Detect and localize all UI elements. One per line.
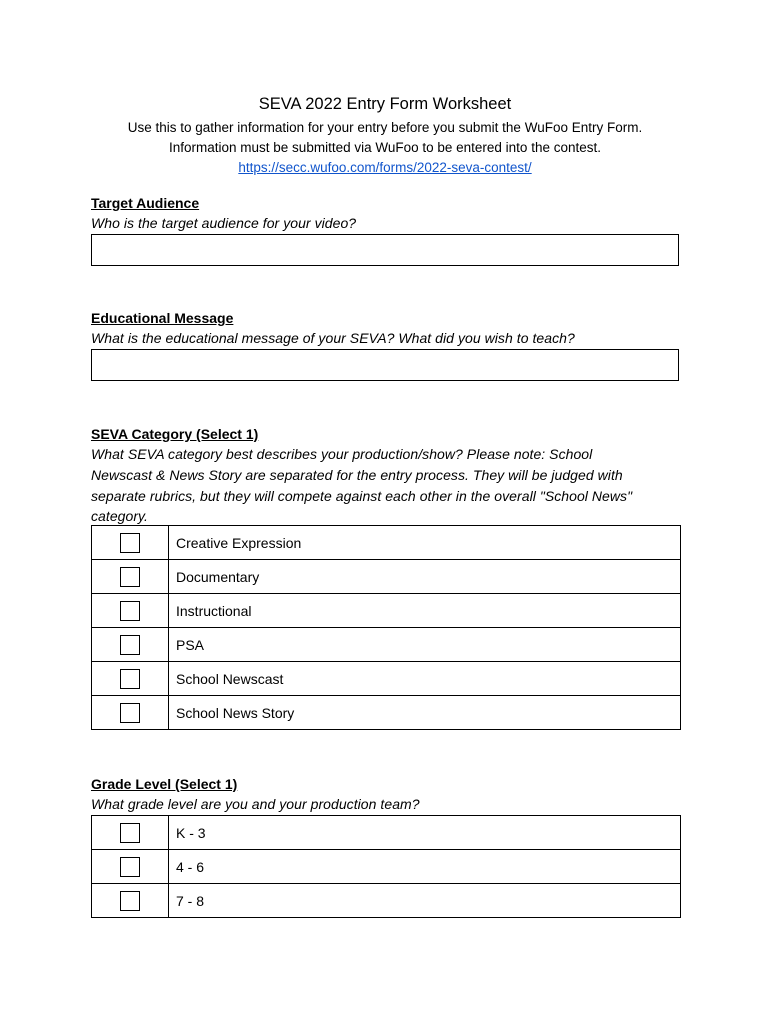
creative-expression-checkbox[interactable] [120,533,140,553]
category-option-label: Documentary [169,560,681,594]
grade-option-row [92,884,681,918]
grade-4-6-checkbox[interactable] [120,857,140,877]
wufoo-form-link[interactable]: https://secc.wufoo.com/forms/2022-seva-contest/ [238,160,532,175]
target-audience-question: Who is the target audience for your video? [91,215,357,231]
school-news-story-checkbox[interactable] [120,703,140,723]
educational-message-section [91,308,681,381]
grade-option-label: K - 3 [169,816,681,850]
grade-level-question: What grade level are you and your production team? [91,796,420,812]
seva-category-question-line-3: separate rubrics, but they will compete against each other in the overall "School News" [91,488,633,504]
category-option-label: Instructional [169,594,681,628]
category-option-label: Creative Expression [169,526,681,560]
category-option-label: School Newscast [169,662,681,696]
grade-level-options-table [91,815,681,918]
grade-k-3-checkbox[interactable] [120,823,140,843]
grade-level-title: Grade Level (Select 1) [91,776,238,792]
educational-message-answer-field[interactable] [91,349,679,381]
intro-line-2: Information must be submitted via WuFoo to be entered into the contest. [169,140,601,155]
educational-message-title: Educational Message [91,310,234,326]
grade-option-label: 7 - 8 [169,884,681,918]
category-option-row [92,526,681,560]
category-option-label: School News Story [169,696,681,730]
grade-option-label: 4 - 6 [169,850,681,884]
document-title: SEVA 2022 Entry Form Worksheet [258,95,512,113]
seva-category-options-table [91,525,681,730]
educational-message-question: What is the educational message of your SEVA? What did you wish to teach? [91,330,575,346]
target-audience-answer-field[interactable] [91,234,679,266]
documentary-checkbox[interactable] [120,567,140,587]
grade-7-8-checkbox[interactable] [120,891,140,911]
intro-line-1: Use this to gather information for your entry before you submit the WuFoo Entry Form. [127,120,643,135]
category-option-row [92,628,681,662]
seva-category-title: SEVA Category (Select 1) [91,426,259,442]
psa-checkbox[interactable] [120,635,140,655]
document-header [0,94,770,178]
category-option-row [92,560,681,594]
grade-option-row [92,816,681,850]
category-option-row [92,662,681,696]
school-newscast-checkbox[interactable] [120,669,140,689]
seva-category-section [91,424,681,730]
category-option-row [92,594,681,628]
target-audience-title: Target Audience [91,195,200,211]
grade-level-section [91,774,681,918]
seva-category-question-line-1: What SEVA category best describes your production/show? Please note: School [91,446,593,462]
target-audience-section [91,193,681,266]
category-option-row [92,696,681,730]
seva-category-question-line-2: Newscast & News Story are separated for the entry process. They will be judged with [91,467,623,483]
category-option-label: PSA [169,628,681,662]
seva-category-question-line-4: category. [91,508,148,524]
grade-option-row [92,850,681,884]
instructional-checkbox[interactable] [120,601,140,621]
